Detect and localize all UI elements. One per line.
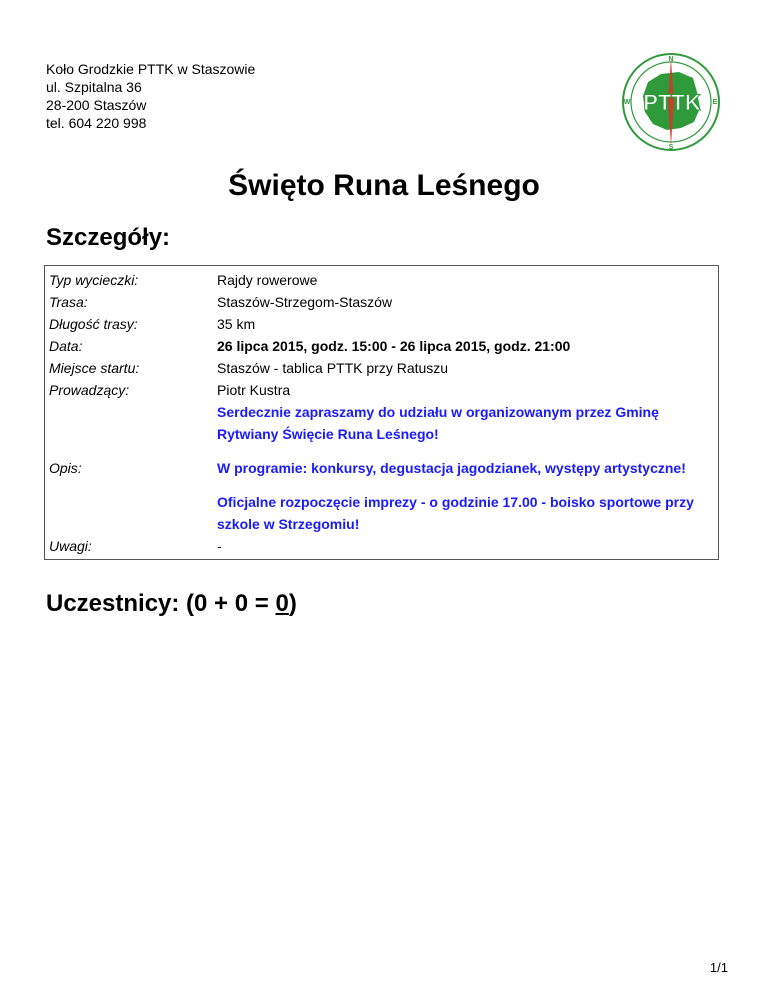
date-value: 26 lipca 2015, godz. 15:00 - 26 lipca 2015, godz. 21:00 <box>217 338 571 354</box>
start-value: Staszów - tablica PTTK przy Ratuszu <box>217 360 449 376</box>
detail-row-notes <box>47 535 716 557</box>
org-city: 28-200 Staszów <box>46 97 147 113</box>
type-label: Typ wycieczki: <box>49 272 139 288</box>
organization-address <box>46 60 255 132</box>
detail-row-date <box>47 335 716 357</box>
detail-row-route <box>47 291 716 313</box>
description-paragraph: Serdecznie zapraszamy do udziału w organizowanym przez Gminę Rytwiany Święcie Runa Leśnego! <box>217 404 659 442</box>
logo-text: PTTK <box>643 90 701 115</box>
leader-label: Prowadzący: <box>49 382 130 398</box>
org-phone: tel. 604 220 998 <box>46 115 147 131</box>
logo-e: E <box>712 99 718 106</box>
detail-row-length <box>47 313 716 335</box>
start-label: Miejsce startu: <box>49 360 140 376</box>
type-value: Rajdy rowerowe <box>217 272 318 288</box>
org-name: Koło Grodzkie PTTK w Staszowie <box>46 61 256 77</box>
notes-label: Uwagi: <box>49 538 92 554</box>
leader-value: Piotr Kustra <box>217 382 291 398</box>
logo-w: W <box>623 99 631 106</box>
page-title: Święto Runa Leśnego <box>228 169 540 202</box>
page-number: 1/1 <box>709 960 728 975</box>
length-label: Długość trasy: <box>49 316 138 332</box>
detail-row-type <box>47 269 716 291</box>
detail-row-start <box>47 357 716 379</box>
pttk-logo <box>621 52 721 152</box>
notes-value: - <box>217 538 222 554</box>
date-label: Data: <box>49 338 83 354</box>
detail-row-leader <box>47 379 716 401</box>
participants-total-link[interactable]: 0 <box>275 590 289 617</box>
length-value: 35 km <box>217 316 256 332</box>
participants-prefix: Uczestnicy: (0 + 0 = <box>46 590 276 617</box>
route-value: Staszów-Strzegom-Staszów <box>217 294 393 310</box>
detail-row-description <box>47 401 716 535</box>
description-paragraph: W programie: konkursy, degustacja jagodzianek, występy artystyczne! <box>217 460 686 476</box>
participants-heading <box>46 588 297 620</box>
description-paragraph: Oficjalne rozpoczęcie imprezy - o godzinie 17.00 - boisko sportowe przy szkole w Strzegomiu! <box>217 494 694 532</box>
logo-s: S <box>668 144 674 151</box>
description-value <box>217 401 716 535</box>
description-label: Opis: <box>49 460 82 476</box>
org-street: ul. Szpitalna 36 <box>46 79 142 95</box>
details-heading: Szczegóły: <box>46 224 171 251</box>
details-table <box>44 265 719 560</box>
participants-suffix: ) <box>288 590 297 617</box>
route-label: Trasa: <box>49 294 88 310</box>
logo-n: N <box>668 56 674 63</box>
